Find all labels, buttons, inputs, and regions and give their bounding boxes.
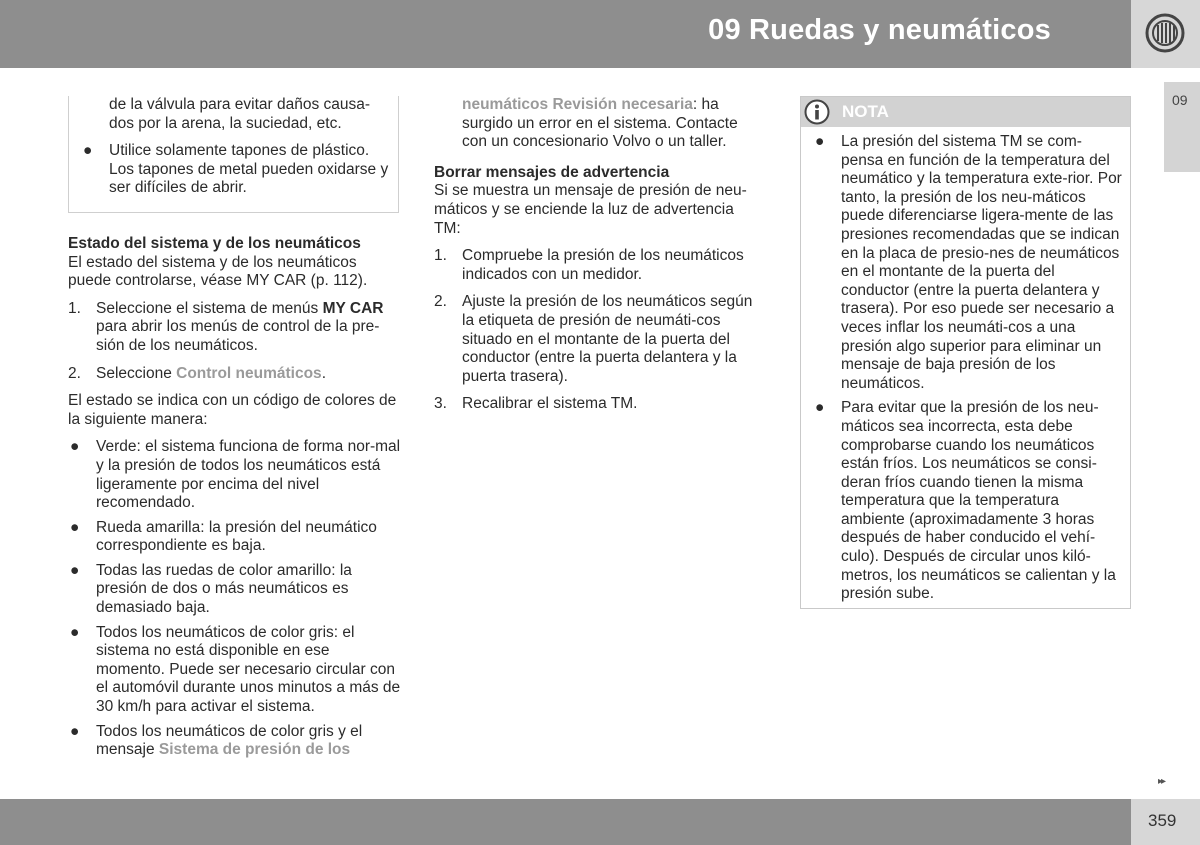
note-header (801, 97, 1130, 127)
step-item: 2. Seleccione Control neumáticos. (68, 364, 326, 382)
intro-paragraph: Si se muestra un mensaje de presión de neu-máticos y se enciende la luz de advertencia TM: (434, 182, 747, 237)
chapter-icon-box (1131, 0, 1200, 68)
column-2 (434, 96, 764, 423)
step-item: 2. Ajuste la presión de los neumáticos según la etiqueta de presión de neumáti-cos situado en el montante de la puerta del conductor (entre la puerta delantera y la puerta trasera). (434, 293, 753, 385)
status-intro: El estado se indica con un código de colores de la siguiente manera: (68, 392, 397, 428)
tire-icon (1145, 13, 1185, 53)
previous-note-box (68, 96, 399, 213)
bullet-icon: ● (70, 438, 80, 456)
list-item: ● Rueda amarilla: la presión del neumático correspondiente es baja. (70, 518, 377, 555)
bullet-icon: ● (70, 722, 80, 740)
system-message: Sistema de presión de los (158, 741, 351, 759)
footer-bar (0, 799, 1131, 845)
bullet-icon: ● (70, 623, 80, 641)
list-item: ● Para evitar que la presión de los neu-máticos sea incorrecta, esta debe comprobarse cuando los neumáticos están fríos. Los neumáticos se consi-deran fríos cuando tienen la misma temperatura que la temperatura ambiente (aproximadamente 3 horas después de haber conducido el vehí-culo). Después de circular unos kiló-metros, los neumáticos se calientan y la presión sube. (815, 399, 1116, 603)
list-item: ● La presión del sistema TM se com-pensa en función de la temperatura del neumático y la temperatura exte-rior. Por tanto, la presión de los neu-máticos puede diferenciarse ligera-mente de las presiones recomendadas que se indican en la placa de presio-nes de neumáticos en el montante de la puerta del conductor (entre la puerta delantera y trasera). Por eso puede ser necesario a veces inflar los neumáti-cos a una presión algo superior para eliminar un mensaje de baja presión de los neumáticos. (815, 133, 1122, 392)
bullet-icon: ● (70, 561, 80, 579)
list-item: ● Todos los neumáticos de color gris y el mensaje Sistema de presión de los (70, 722, 363, 759)
note-label: NOTA (842, 102, 889, 121)
note-box (800, 96, 1131, 609)
menu-option: Control neumáticos (176, 364, 322, 382)
column-1 (68, 96, 402, 766)
side-tab-label: 09 (1172, 92, 1188, 108)
bullet-icon: ● (83, 142, 93, 160)
bullet-icon: ● (815, 399, 825, 417)
menu-name: MY CAR (322, 299, 384, 317)
continue-arrows-icon: ▸▸ (1158, 776, 1165, 787)
system-message: neumáticos Revisión necesaria (462, 96, 693, 113)
chapter-side-tab (1164, 82, 1200, 172)
bullet-icon: ● (815, 133, 825, 150)
chapter-header (0, 0, 1131, 68)
note-body (813, 133, 1123, 610)
list-item: ● Todas las ruedas de color amarillo: la presión de dos o más neumáticos es demasiado baja. (70, 561, 352, 617)
step-item: 1. Compruebe la presión de los neumáticos indicados con un medidor. (434, 247, 744, 283)
section-heading: Estado del sistema y de los neumáticos (68, 234, 361, 252)
intro-paragraph: El estado del sistema y de los neumáticos puede controlarse, véase MY CAR (p. 112). (68, 253, 368, 290)
continued-text: de la válvula para evitar daños causa-dos por la arena, la suciedad, etc. (109, 96, 371, 132)
step-item: 3. Recalibrar el sistema TM. (434, 395, 638, 413)
bullet-icon: ● (70, 518, 80, 536)
chapter-title: 09 Ruedas y neumáticos (708, 14, 1051, 46)
section-heading: Borrar mensajes de advertencia (434, 163, 670, 181)
list-item: ● Todos los neumáticos de color gris: el sistema no está disponible en ese momento. Puede ser necesario circular con el automóvil durante unos minutos a más de 30 km/h para activar el sistema. (70, 623, 401, 716)
step-item: 1. Seleccione el sistema de menús MY CAR para abrir los menús de control de la pre-sión de los neumáticos. (68, 299, 384, 354)
list-item: ● Utilice solamente tapones de plástico. Los tapones de metal pueden oxidarse y ser difíciles de abrir. (83, 142, 389, 197)
page-number: 359 (1148, 811, 1177, 830)
continued-bullet: neumáticos Revisión necesaria: ha surgido un error en el sistema. Contacte con un concesionario Volvo o un taller. (462, 96, 738, 151)
list-item: ● Verde: el sistema funciona de forma nor-mal y la presión de todos los neumáticos está ligeramente por encima del nivel recomendado. (70, 438, 401, 512)
info-icon (804, 99, 830, 125)
